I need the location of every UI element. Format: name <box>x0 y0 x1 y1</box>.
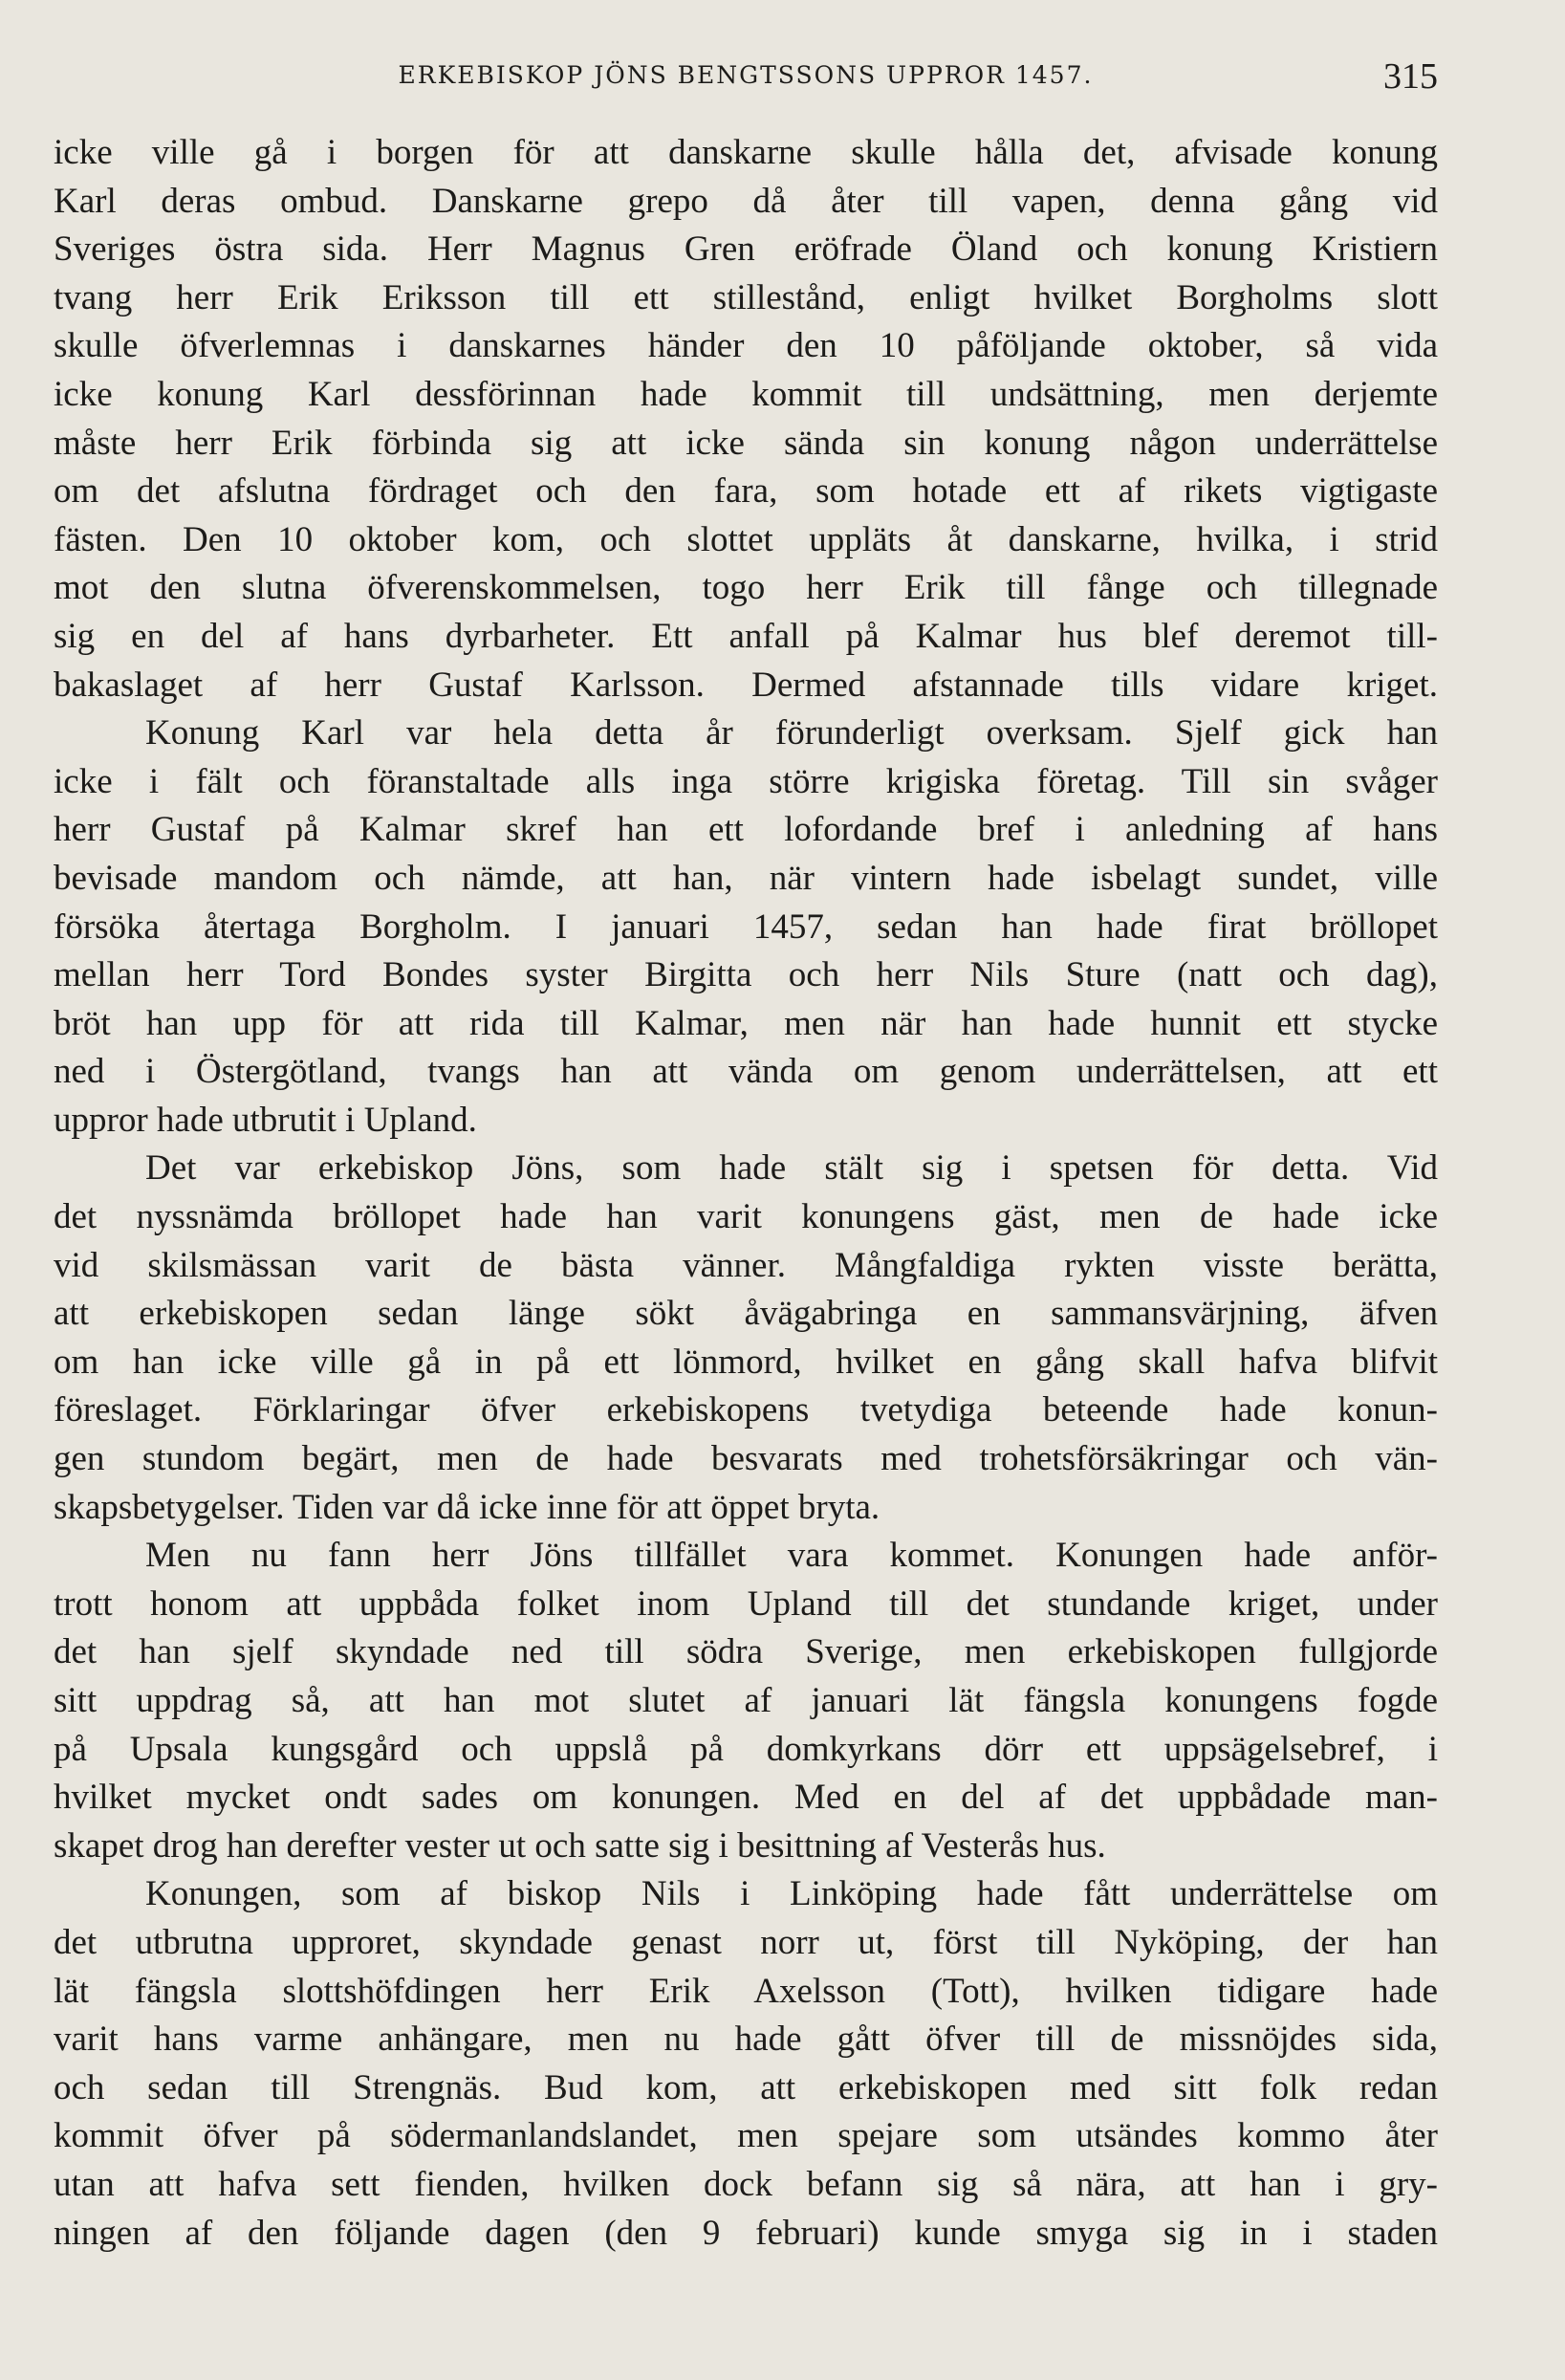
text-line: det han sjelf skyndade ned till södra Sverige, men erkebiskopen fullgjorde <box>54 1632 1438 1672</box>
text-line: det utbrutna upproret, skyndade genast norr ut, först till Nyköping, der han <box>54 1922 1438 1962</box>
text-line: skulle öfverlemnas i danskarnes händer den 10 påföljande oktober, så vida <box>54 326 1438 366</box>
text-line: trott honom att uppbåda folket inom Upland till det stundande kriget, under <box>54 1583 1438 1624</box>
text-line: hvilket mycket ondt sades om konungen. Med en del af det uppbådade man- <box>54 1778 1438 1818</box>
text-line: Konung Karl var hela detta år förunderligt overksam. Sjelf gick han <box>145 713 1438 753</box>
text-line: bakaslaget af herr Gustaf Karlsson. Dermed afstannade tills vidare kriget. <box>54 665 1438 705</box>
page-number: 315 <box>1383 56 1438 97</box>
text-line: sitt uppdrag så, att han mot slutet af januari lät fängsla konungens fogde <box>54 1681 1438 1720</box>
body-text <box>54 129 1438 2258</box>
text-line: om han icke ville gå in på ett lönmord, hvilket en gång skall hafva blifvit <box>54 1342 1438 1382</box>
text-line: Konungen, som af biskop Nils i Linköping hade fått underrättelse om <box>145 1874 1438 1914</box>
text-line: ningen af den följande dagen (den 9 februari) kunde smyga sig in i staden <box>54 2213 1438 2253</box>
text-line: kommit öfver på södermanlandslandet, men spejare som utsändes kommo åter <box>54 2116 1438 2156</box>
text-line: Men nu fann herr Jöns tillfället vara kommet. Konungen hade anför- <box>145 1536 1438 1576</box>
text-line: att erkebiskopen sedan länge sökt åvägabringa en sammansvärjning, äfven <box>54 1294 1438 1334</box>
text-line: vid skilsmässan varit de bästa vänner. Mångfaldiga rykten visste berätta, <box>54 1245 1438 1285</box>
text-line: mot den slutna öfverenskommelsen, togo herr Erik till fånge och tillegnade <box>54 568 1438 608</box>
text-line: icke i fält och föranstaltade alls inga större krigiska företag. Till sin svåger <box>54 761 1438 801</box>
text-line: det nyssnämda bröllopet hade han varit konungens gäst, men de hade icke <box>54 1197 1438 1237</box>
text-line: föreslaget. Förklaringar öfver erkebiskopens tvetydiga beteende hade konun- <box>54 1390 1438 1430</box>
text-line: Det var erkebiskop Jöns, som hade stält sig i spetsen för detta. Vid <box>145 1148 1438 1189</box>
text-line: lät fängsla slottshöfdingen herr Erik Axelsson (Tott), hvilken tidigare hade <box>54 1971 1438 2011</box>
text-line: ned i Östergötland, tvangs han att vända om genom underrättelsen, att ett <box>54 1052 1438 1092</box>
text-line: skapet drog han derefter vester ut och satte sig i besittning af Vesterås hus. <box>54 1825 1106 1866</box>
text-line: fästen. Den 10 oktober kom, och slottet uppläts åt danskarne, hvilka, i strid <box>54 519 1438 559</box>
text-line: Karl deras ombud. Danskarne grepo då åter till vapen, denna gång vid <box>54 181 1438 221</box>
text-line: försöka återtaga Borgholm. I januari 1457, sedan han hade firat bröllopet <box>54 906 1438 947</box>
text-line: och sedan till Strengnäs. Bud kom, att erkebiskopen med sitt folk redan <box>54 2067 1438 2107</box>
text-line: uppror hade utbrutit i Upland. <box>54 1100 477 1140</box>
running-title: ERKEBISKOP JÖNS BENGTSSONS UPPROR 1457. <box>398 61 1094 89</box>
text-line: bröt han upp för att rida till Kalmar, men när han hade hunnit ett stycke <box>54 1003 1438 1043</box>
text-line: icke konung Karl dessförinnan hade kommit till undsättning, men derjemte <box>54 374 1438 414</box>
text-line: Sveriges östra sida. Herr Magnus Gren eröfrade Öland och konung Kristiern <box>54 229 1438 270</box>
text-line: bevisade mandom och nämde, att han, när vintern hade isbelagt sundet, ville <box>54 858 1438 898</box>
text-line: icke ville gå i borgen för att danskarne skulle hålla det, afvisade konung <box>54 133 1438 172</box>
text-line: om det afslutna fördraget och den fara, som hotade ett af rikets vigtigaste <box>54 471 1438 512</box>
text-line: mellan herr Tord Bondes syster Birgitta och herr Nils Sture (natt och dag), <box>54 955 1438 995</box>
text-line: gen stundom begärt, men de hade besvarats med trohetsförsäkringar och vän- <box>54 1439 1438 1479</box>
text-line: varit hans varme anhängare, men nu hade gått öfver till de missnöjdes sida, <box>54 2020 1438 2060</box>
text-line: måste herr Erik förbinda sig att icke sända sin konung någon underrättelse <box>54 423 1438 463</box>
page-header <box>54 55 1438 103</box>
text-line: utan att hafva sett fienden, hvilken dock befann sig så nära, att han i gry- <box>54 2164 1438 2204</box>
text-line: sig en del af hans dyrbarheter. Ett anfall på Kalmar hus blef deremot till- <box>54 616 1438 656</box>
text-line: tvang herr Erik Eriksson till ett stillestånd, enligt hvilket Borgholms slott <box>54 277 1438 317</box>
text-line: herr Gustaf på Kalmar skref han ett lofordande bref i anledning af hans <box>54 810 1438 850</box>
text-line: skapsbetygelser. Tiden var då icke inne för att öppet bryta. <box>54 1487 880 1527</box>
text-line: på Upsala kungsgård och uppslå på domkyrkans dörr ett uppsägelsebref, i <box>54 1729 1438 1769</box>
